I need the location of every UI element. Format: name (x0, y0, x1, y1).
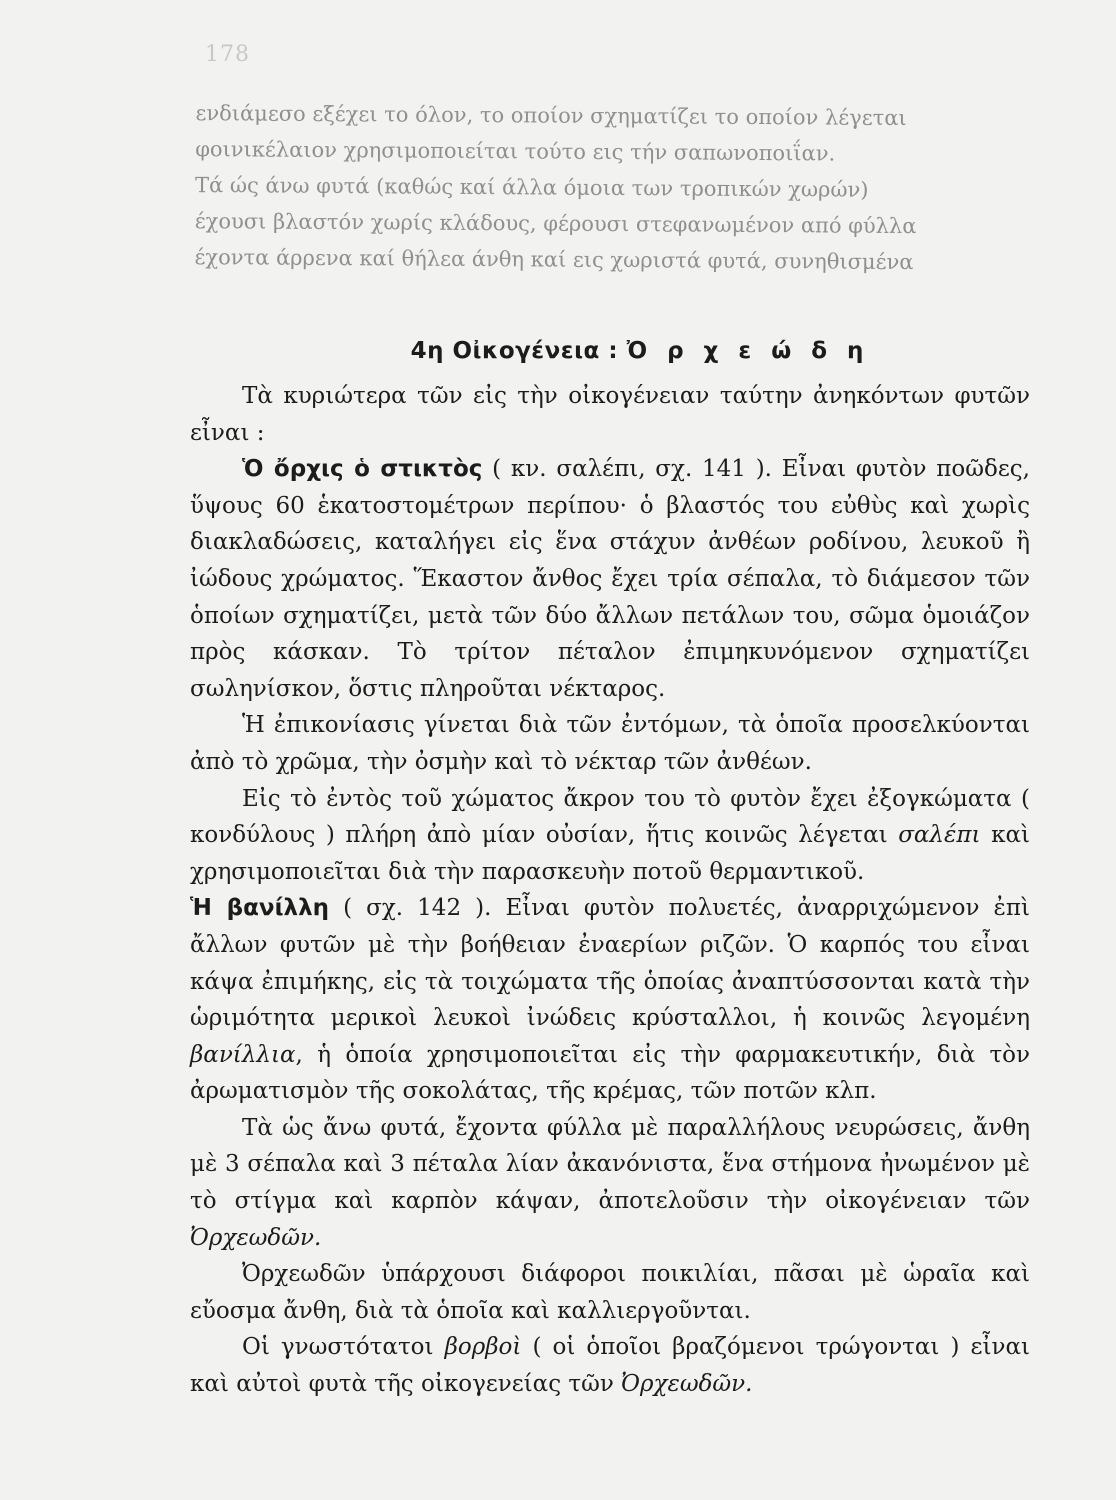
bleed-line: έχουσι βλαστόν χωρίς κλάδους, φέρουσι στεφανωμένον από φύλλα (194, 209, 917, 239)
intro-paragraph: Τὰ κυριώτερα τῶν εἰς τὴν οἰκογένειαν ταύτην ἀνηκόντων φυτῶν εἶναι : (190, 383, 1030, 446)
orchis-term: Ὁ ὄρχις ὁ στικτὸς (242, 456, 483, 483)
bulbs-text-middle: ( οἱ ὁποῖοι βραζόμενοι τρώγονται ) εἶναι καὶ αὐτοὶ φυτὰ τῆς οἰκογενείας τῶν (190, 1334, 1030, 1398)
salepi-term: σαλέπι (898, 822, 981, 849)
bulbs-paragraph (190, 1329, 1030, 1402)
bleed-line: ενδιάμεσο εξέχει το όλον, το οποίον σχηματίζει το οποίον λέγεται (195, 101, 907, 131)
section-heading (190, 338, 1030, 364)
bleed-line: έχοντα άρρενα καί θήλεα άνθη καί εις χωριστά φυτά, συνηθισμένα (194, 245, 914, 275)
orchis-text: ( κν. σαλέπι, σχ. 141 ). Εἶναι φυτὸν ποῶδες, ὕψους 60 ἑκατοστομέτρων περίπου· ὁ βλαστός του εὐθὺς καὶ χωρὶς διακλαδώσεις, καταλήγει εἰς ἕνα στάχυν ἀνθέων ροδίνου, λευκοῦ ἢ ἰώδους χρώματος. Ἕκαστον ἄνθος ἔχει τρία σέπαλα, τὸ διάμεσον τῶν ὁποίων σχηματίζει, μετὰ τῶν δύο ἄλλων πετάλων του, σῶμα ὁμοιάζον πρὸς κάσκαν. Τὸ τρίτον πέταλον ἐπιμηκυνόμενον σχηματίζει σωληνίσκον, ὅστις πληροῦται νέκταρος. (190, 456, 1030, 702)
bulbs-term: βορβοὶ (444, 1334, 522, 1361)
page-number: 178 (205, 42, 250, 67)
tubers-text-end: καὶ χρησιμοποιεῖται διὰ τὴν παρασκευὴν ποτοῦ θερμαντικοῦ. (190, 822, 1030, 885)
bleed-through-text (194, 95, 1035, 281)
orchids-family-term: Ὀρχεωδῶν. (190, 1224, 322, 1251)
bleed-line: Τά ώς άνω φυτά (καθώς καί άλλα όμοια των τροπικών χωρών) (194, 173, 869, 202)
bulbs-text: Οἱ γνωστότατοι (242, 1334, 445, 1361)
pollination-paragraph: Ἡ ἐπικονίασις γίνεται διὰ τῶν ἐντόμων, τὰ ὁποῖα προσελκύονται ἀπὸ τὸ χρῶμα, τὴν ὀσμὴν καὶ τὸ νέκταρ τῶν ἀνθέων. (190, 712, 1030, 775)
varieties-paragraph: Ὀρχεωδῶν ὑπάρχουσι διάφοροι ποικιλίαι, πᾶσαι μὲ ὡραῖα καὶ εὔοσμα ἄνθη, διὰ τὰ ὁποῖα καὶ καλλιεργοῦνται. (190, 1261, 1030, 1324)
summary-paragraph (190, 1110, 1030, 1256)
page-body (190, 338, 1030, 1403)
vanilla-term: Ἡ βανίλλη (190, 895, 330, 922)
tubers-text: Εἰς τὸ ἐντὸς τοῦ χώματος ἄκρον του τὸ φυτὸν ἔχει ἐξογκώματα ( κονδύλους ) πλήρη ἀπὸ μίαν οὐσίαν, ἥτις κοινῶς λέγεται (190, 785, 1030, 849)
vanilla-text-end: , ἡ ὁποία χρησιμοποιεῖται εἰς τὴν φαρμακευτικήν, διὰ τὸν ἀρωματισμὸν τῆς σοκολάτας, τῆς κρέμας, τῶν ποτῶν κλπ. (190, 1041, 1030, 1105)
vanillia-term: βανίλλια (190, 1041, 296, 1068)
bleed-line: φοινικέλαιον χρησιμοποιείται τούτο εις τήν σαπωνοποιΐαν. (195, 137, 836, 166)
vanilla-paragraph (190, 890, 1030, 1110)
summary-text: Τὰ ὡς ἄνω φυτά, ἔχοντα φύλλα μὲ παραλλήλους νευρώσεις, ἄνθη μὲ 3 σέπαλα καὶ 3 πέταλα λίαν ἀκανόνιστα, ἕνα στήμονα ἠνωμένον μὲ τὸ στίγμα καὶ καρπὸν κάψαν, ἀποτελοῦσιν τὴν οἰκογένειαν τῶν (190, 1114, 1030, 1215)
section-number: 4η Οἰκογένεια : (410, 338, 619, 364)
vanilla-text: ( σχ. 142 ). Εἶναι φυτὸν πολυετές, ἀναρριχώμενον ἐπὶ ἄλλων φυτῶν μὲ τὴν βοήθειαν ἐναερίων ριζῶν. Ὁ καρπός του εἶναι κάψα ἐπιμήκης, εἰς τὰ τοιχώματα τῆς ὁποίας ἀναπτύσσονται κατὰ τὴν ὡριμότητα μερικοὶ λευκοὶ ἰνώδεις κρύσταλλοι, ἡ κοινῶς λεγομένη (190, 895, 1030, 1032)
orchids-family-term-end: Ὀρχεωδῶν. (621, 1371, 753, 1398)
tubers-paragraph (190, 781, 1030, 891)
section-title: Ὀ ρ χ ε ώ δ η (626, 338, 870, 364)
orchis-paragraph (190, 451, 1030, 707)
